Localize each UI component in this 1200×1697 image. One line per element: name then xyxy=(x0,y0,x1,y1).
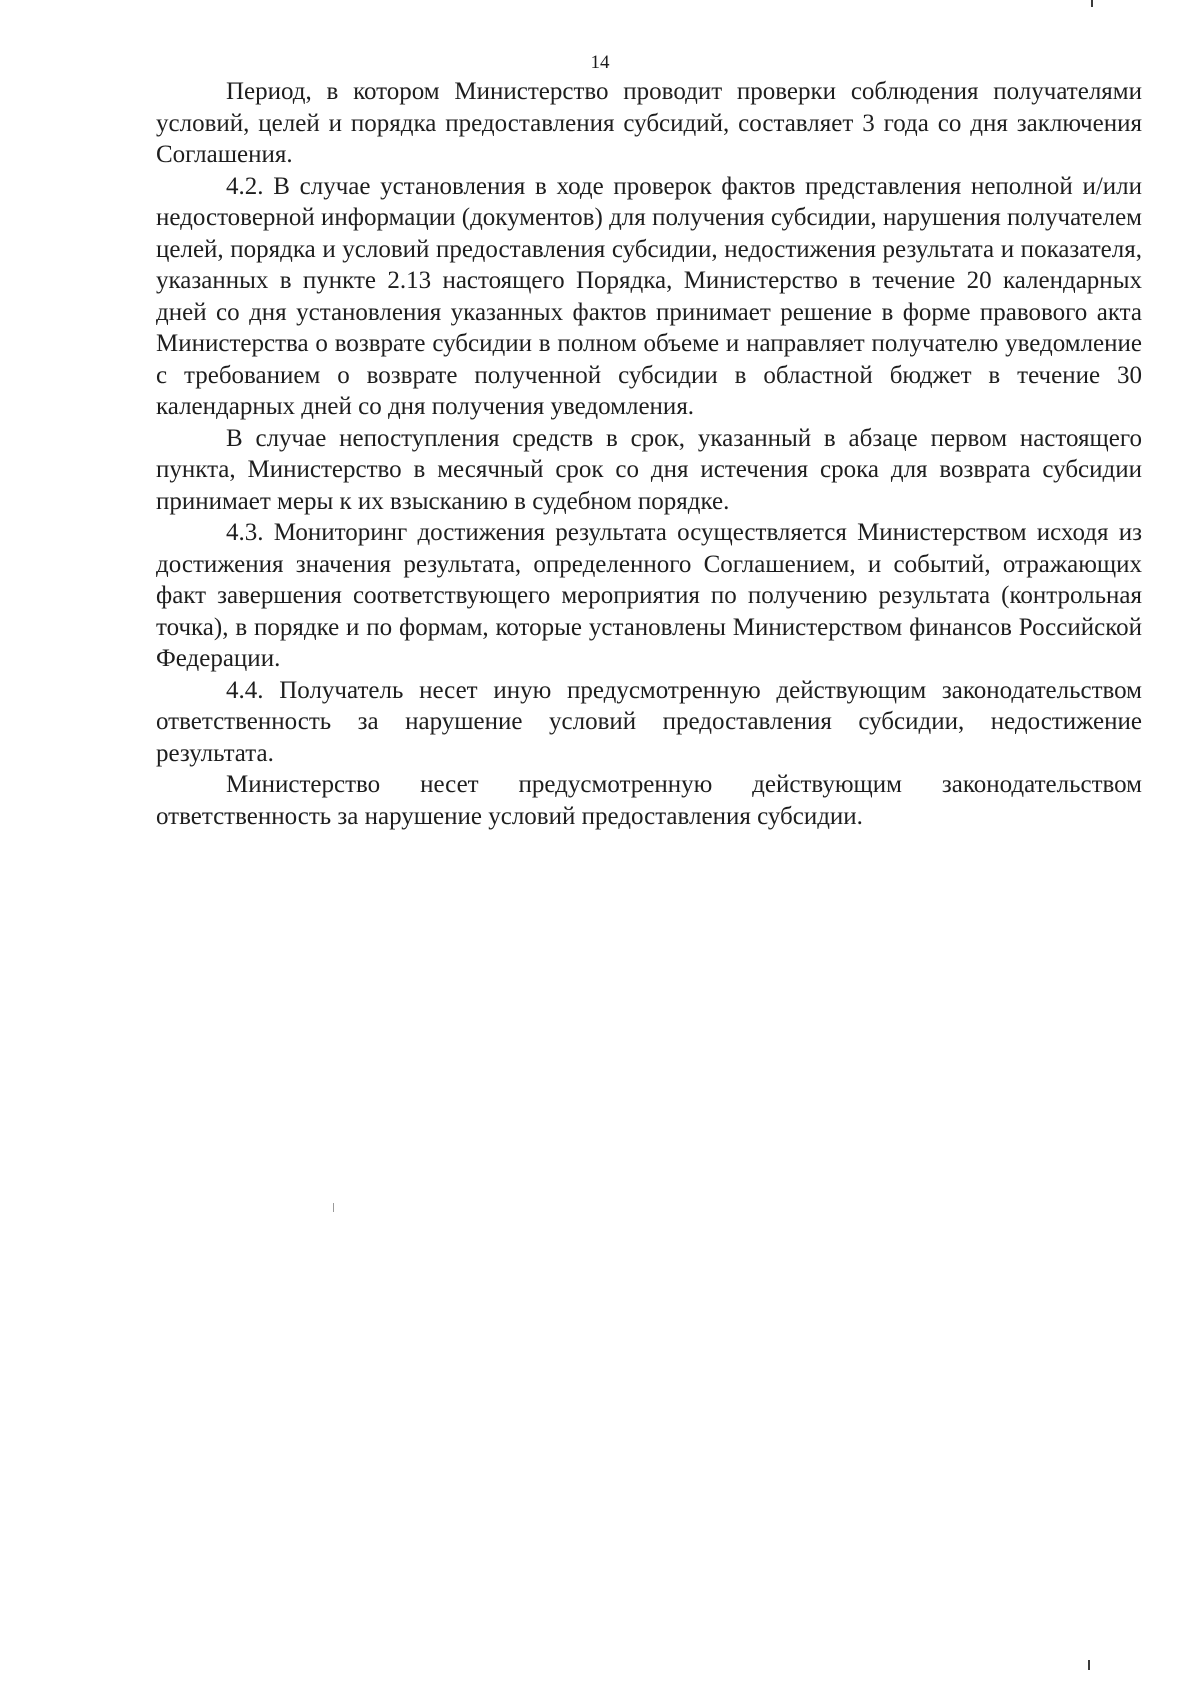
paragraph-4-4: 4.4. Получатель несет иную предусмотренную действующим законодательством ответственность за нарушение условий предоставления субсидии, недостижение результата. xyxy=(156,676,1142,767)
paragraph-inspection-period: Период, в котором Министерство проводит проверки соблюдения получателями условий, целей и порядка предоставления субсидий, составляет 3 года со дня заключения Соглашения. xyxy=(156,78,1142,168)
scan-artifact xyxy=(333,1203,334,1212)
paragraph-4-2: 4.2. В случае установления в ходе проверок фактов представления неполной и/или недостоверной информации (документов) для получения субсидии, нарушения получателем целей, порядка и условий предоставления субсидии, недостижения результата и показателя, указанных в пункте 2.13 настоящего Порядка, Министерство в течение 20 календарных дней со дня установления указанных фактов принимает решение в форме правового акта Министерства о возврате субсидии в полном объеме и направляет получателю уведомление с требованием о возврате полученной субсидии в областной бюджет в течение 30 календарных дней со дня получения уведомления. xyxy=(156,172,1142,420)
paragraph-ministry-responsibility: Министерство несет предусмотренную действующим законодательством ответственность за нарушение условий предоставления субсидии. xyxy=(156,771,1142,830)
paragraph-4-3: 4.3. Мониторинг достижения результата осуществляется Министерством исходя из достижения значения результата, определенного Соглашением, и событий, отражающих факт завершения соответствующего мероприятия по получению результата (контрольная точка), в порядке и по формам, которые установлены Министерством финансов Российской Федерации. xyxy=(156,519,1142,672)
paragraph-non-receipt: В случае непоступления средств в срок, указанный в абзаце первом настоящего пункта, Министерство в месячный срок со дня истечения срока для возврата субсидии принимает меры к их взысканию в судебном порядке. xyxy=(156,424,1142,515)
page-number: 14 xyxy=(590,52,610,73)
scan-artifact xyxy=(1091,0,1093,7)
scan-artifact xyxy=(1088,1660,1090,1670)
document-body xyxy=(156,76,1142,832)
